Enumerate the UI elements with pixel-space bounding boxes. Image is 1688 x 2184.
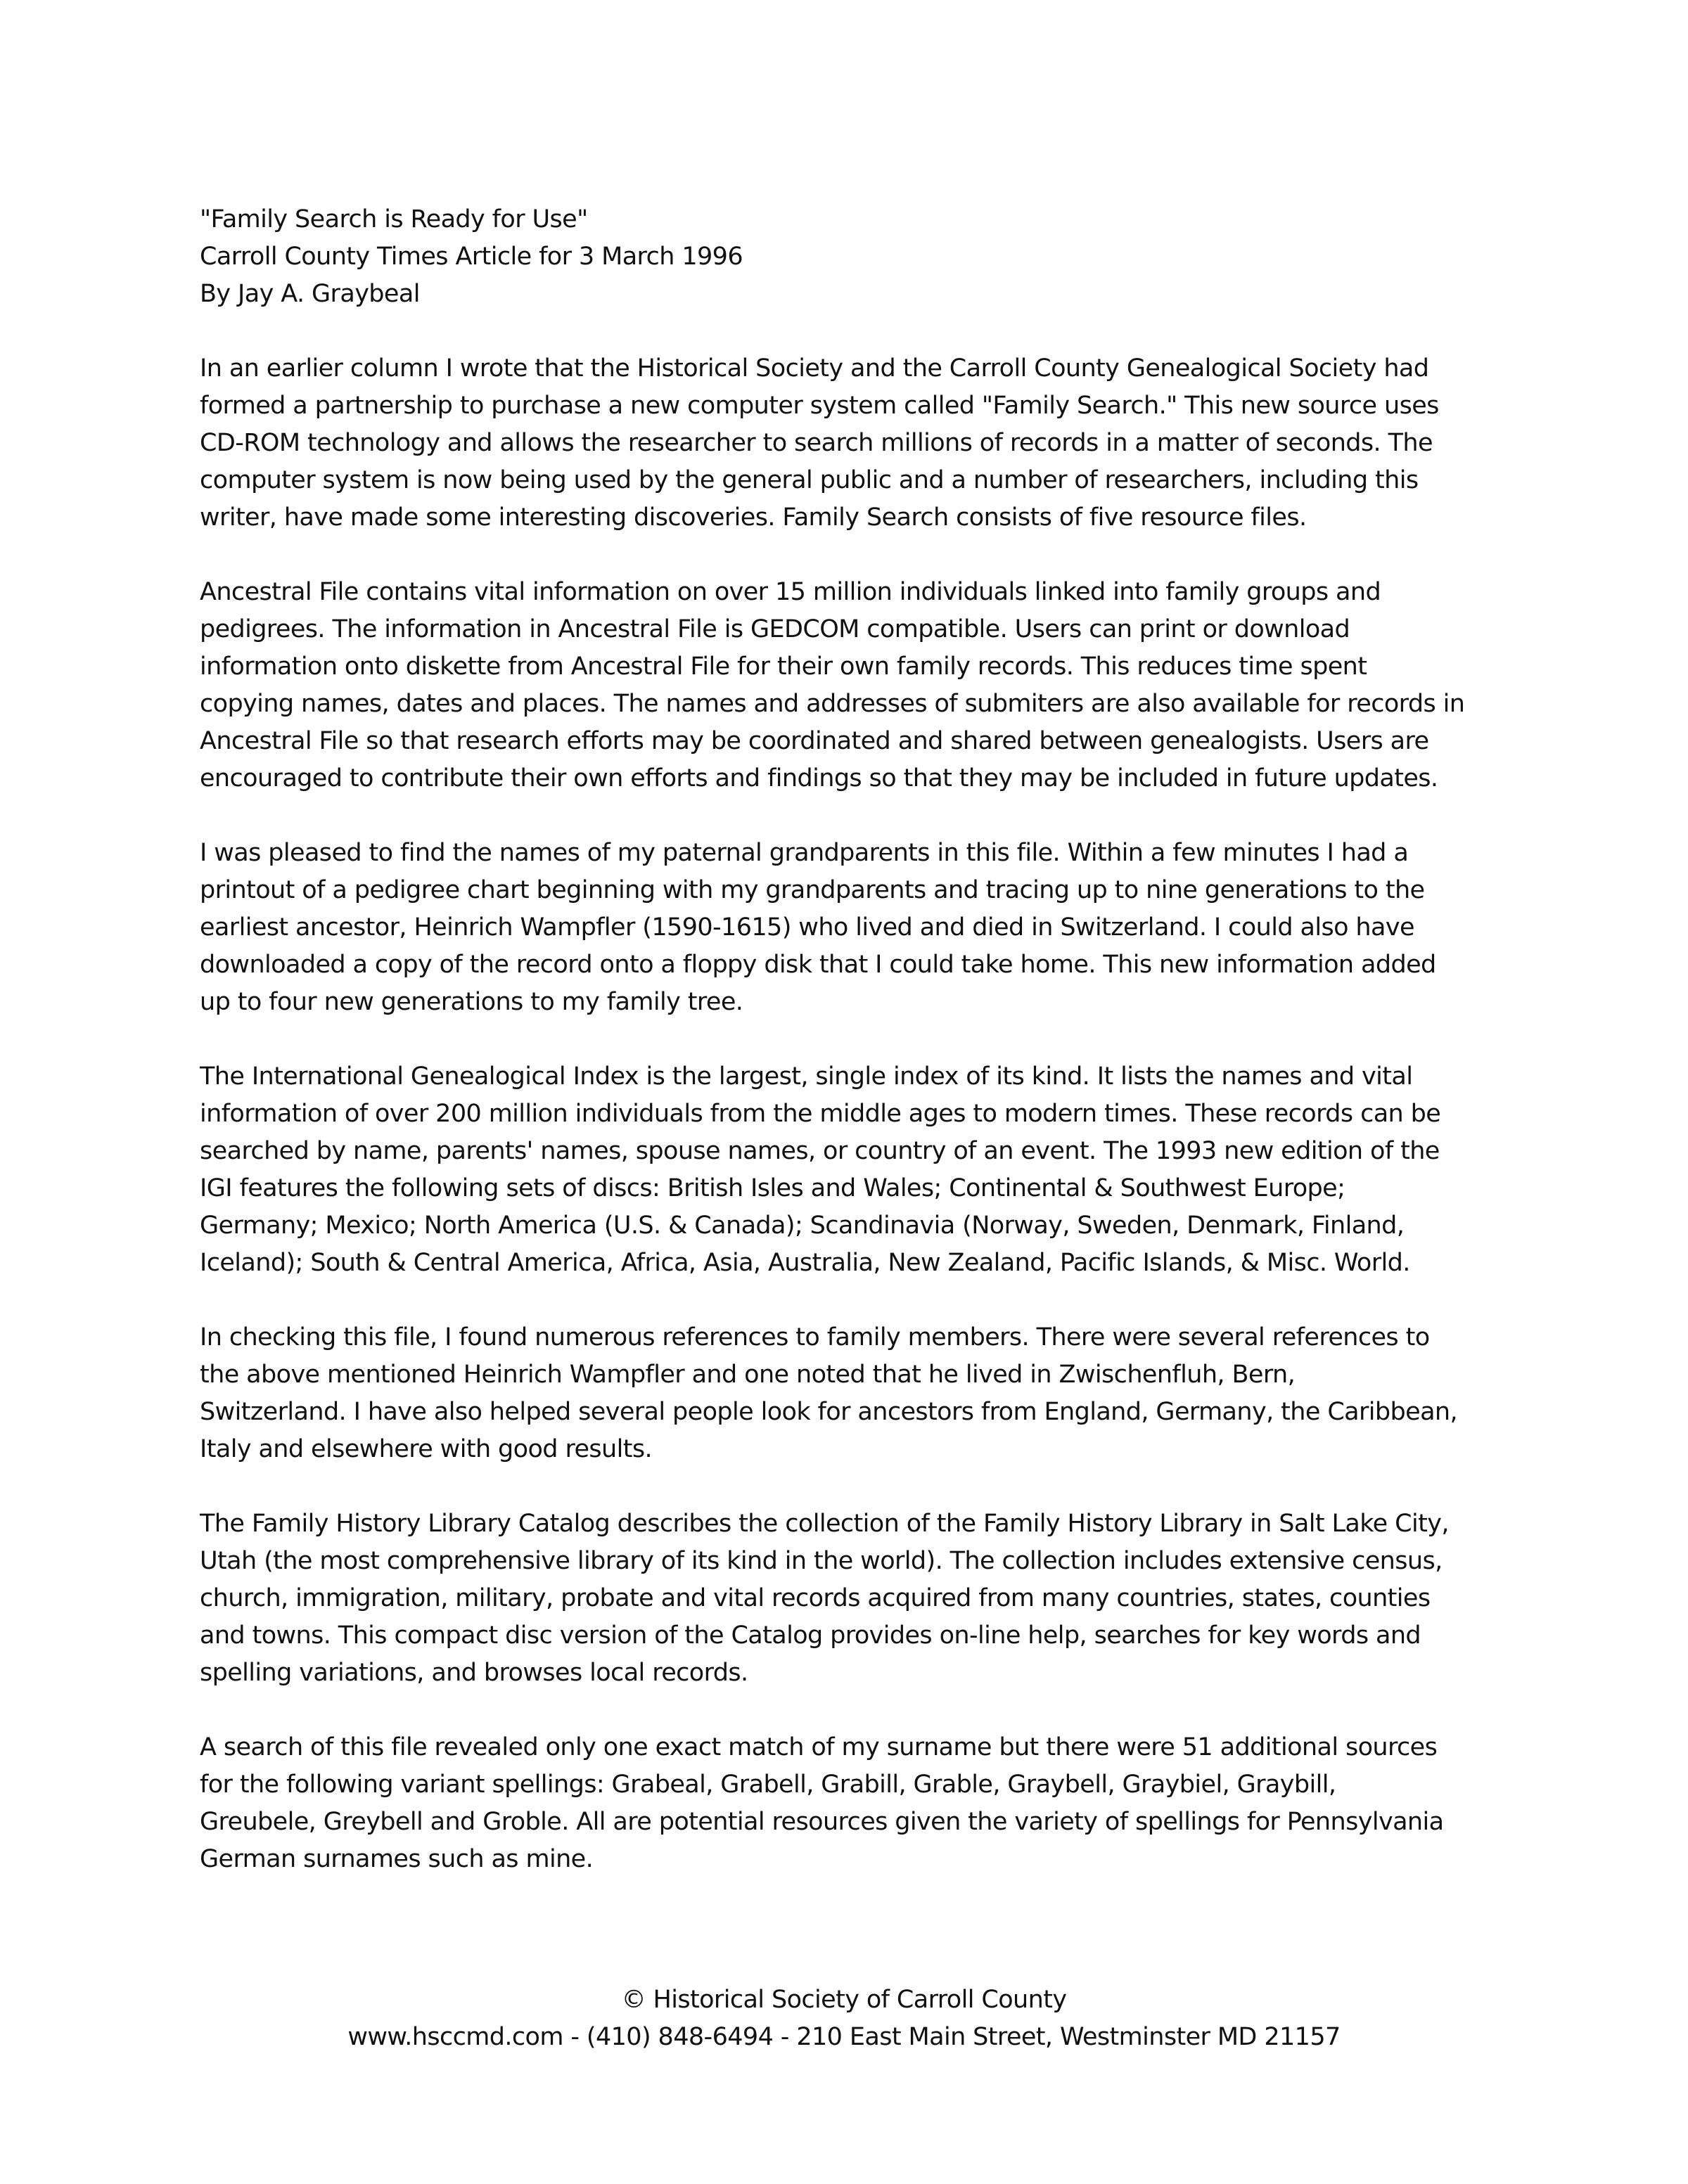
paragraph-line: Ancestral File so that research efforts may be coordinated and shared between genealogists. Users are xyxy=(200,727,1429,755)
paragraph-line: In an earlier column I wrote that the Historical Society and the Carroll County Genealogical Society had xyxy=(200,354,1429,383)
footer-copyright: © Historical Society of Carroll County xyxy=(621,1986,1067,2014)
paragraph-line: Germany; Mexico; North America (U.S. & Canada); Scandinavia (Norway, Sweden, Denmark, Finland, xyxy=(200,1212,1405,1240)
paragraph-line: Greubele, Greybell and Groble. All are potential resources given the variety of spellings for Pennsylvania xyxy=(200,1808,1444,1836)
footer-contact: www.hsccmd.com - (410) 848-6494 - 210 East Main Street, Westminster MD 21157 xyxy=(347,2023,1341,2051)
paragraph-line: information onto diskette from Ancestral File for their own family records. This reduces time spent xyxy=(200,653,1367,681)
paragraph-line: Ancestral File contains vital information on over 15 million individuals linked into family groups and xyxy=(200,578,1381,606)
paragraph-line: and towns. This compact disc version of the Catalog provides on-line help, searches for key words and xyxy=(200,1621,1421,1650)
paragraph-line: copying names, dates and places. The names and addresses of submiters are also available for records in xyxy=(200,690,1465,718)
paragraph-line: encouraged to contribute their own efforts and findings so that they may be included in future updates. xyxy=(200,764,1438,792)
paragraph-line: church, immigration, military, probate and vital records acquired from many countries, states, counties xyxy=(200,1584,1431,1612)
paragraph-line: I was pleased to find the names of my paternal grandparents in this file. Within a few minutes I had a xyxy=(200,839,1409,867)
article-title: "Family Search is Ready for Use" xyxy=(200,205,588,233)
paragraph-line: IGI features the following sets of discs: British Isles and Wales; Continental & Southwest Europe; xyxy=(200,1174,1345,1202)
article-publication: Carroll County Times Article for 3 March 1996 xyxy=(200,243,743,271)
paragraph-line: the above mentioned Heinrich Wampfler and one noted that he lived in Zwischenfluh, Bern, xyxy=(200,1361,1296,1389)
article-paragraph xyxy=(200,1319,1522,1468)
paragraph-line: Utah (the most comprehensive library of its kind in the world). The collection includes extensive census, xyxy=(200,1547,1443,1575)
article-paragraph xyxy=(200,1505,1522,1692)
article-paragraph xyxy=(200,1058,1522,1282)
paragraph-line: German surnames such as mine. xyxy=(200,1845,594,1873)
paragraph-line: spelling variations, and browses local records. xyxy=(200,1659,748,1687)
paragraph-line: computer system is now being used by the general public and a number of researchers, including this xyxy=(200,466,1419,494)
article-paragraph xyxy=(200,350,1522,537)
paragraph-line: up to four new generations to my family tree. xyxy=(200,988,743,1016)
article-paragraph xyxy=(200,1729,1522,1878)
paragraph-line: CD-ROM technology and allows the researcher to search millions of records in a matter of seconds. The xyxy=(200,429,1433,457)
paragraph-line: searched by name, parents' names, spouse names, or country of an event. The 1993 new edition of the xyxy=(200,1137,1440,1165)
article-paragraphs xyxy=(200,350,1522,1878)
paragraph-line: earliest ancestor, Heinrich Wampfler (1590-1615) who lived and died in Switzerland. I could also have xyxy=(200,913,1414,942)
paragraph-line: for the following variant spellings: Grabeal, Grabell, Grabill, Grable, Graybell, Graybiel, Graybill, xyxy=(200,1771,1336,1799)
article-header xyxy=(200,201,1522,313)
article-paragraph xyxy=(200,574,1522,797)
paragraph-line: pedigrees. The information in Ancestral File is GEDCOM compatible. Users can print or download xyxy=(200,615,1350,643)
paragraph-line: Switzerland. I have also helped several people look for ancestors from England, Germany, the Caribbean, xyxy=(200,1398,1458,1426)
article-byline: By Jay A. Graybeal xyxy=(200,280,420,308)
paragraph-line: downloaded a copy of the record onto a floppy disk that I could take home. This new information added xyxy=(200,951,1436,979)
paragraph-line: In checking this file, I found numerous references to family members. There were several references to xyxy=(200,1323,1430,1351)
paragraph-line: information of over 200 million individuals from the middle ages to modern times. These records can be xyxy=(200,1100,1441,1128)
paragraph-line: A search of this file revealed only one exact match of my surname but there were 51 additional sources xyxy=(200,1733,1438,1761)
paragraph-line: formed a partnership to purchase a new computer system called "Family Search." This new source uses xyxy=(200,392,1439,420)
page-footer xyxy=(0,1981,1688,2056)
paragraph-line: The Family History Library Catalog describes the collection of the Family History Library in Salt Lake City, xyxy=(200,1510,1449,1538)
article-body xyxy=(200,201,1522,1915)
paragraph-line: The International Genealogical Index is the largest, single index of its kind. It lists the names and vital xyxy=(200,1062,1413,1091)
paragraph-line: writer, have made some interesting discoveries. Family Search consists of five resource files. xyxy=(200,503,1307,532)
article-paragraph xyxy=(200,835,1522,1021)
paragraph-line: Iceland); South & Central America, Africa, Asia, Australia, New Zealand, Pacific Islands, & Misc. World. xyxy=(200,1249,1410,1277)
paragraph-line: printout of a pedigree chart beginning with my grandparents and tracing up to nine generations to the xyxy=(200,876,1425,904)
paragraph-line: Italy and elsewhere with good results. xyxy=(200,1435,653,1463)
